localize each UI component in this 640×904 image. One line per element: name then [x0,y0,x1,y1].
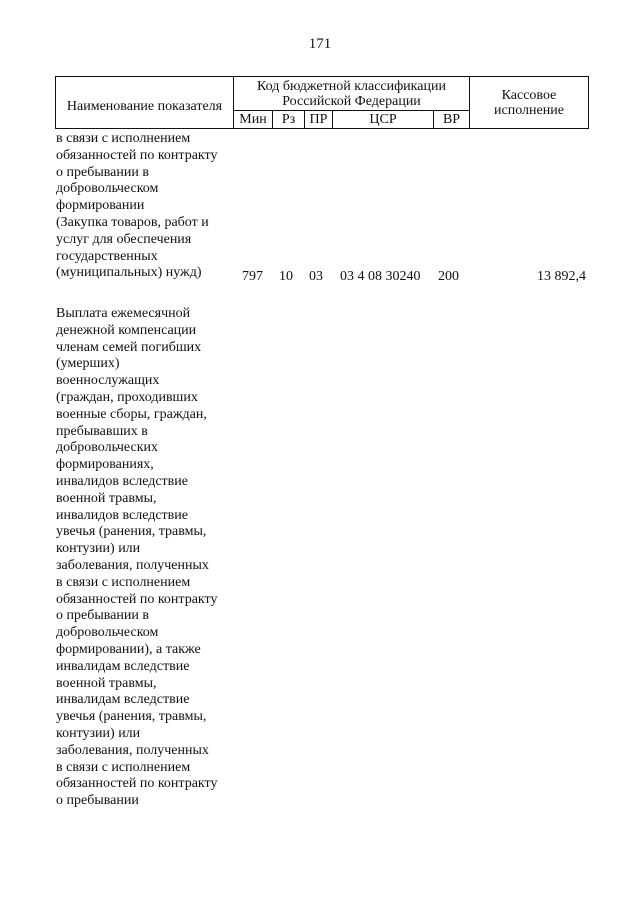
header-pr: ПР [305,111,333,129]
row2-line: военные сборы, граждан, [56,406,207,422]
header-csr: ЦСР [333,111,434,129]
header-rz: Рз [273,111,305,129]
row2-line: формированиях, [56,457,154,473]
row2-line: инвалидам вследствие [56,658,190,674]
row2-line: о пребывании в [56,608,149,624]
row2-line: заболевания, полученных [56,557,209,573]
row1-vr: 200 [438,269,459,284]
row1-line: добровольческом [56,181,159,197]
row2-line: увечья (ранения, травмы, [56,524,207,540]
row1-line: услуг для обеспечения [56,231,192,247]
row2-line: членам семей погибших [56,339,202,355]
row2-line: военной травмы, [56,490,157,506]
row1-line: (Закупка товаров, работ и [56,214,209,230]
header-code-line-2: Российской Федерации [282,93,421,109]
row2-line: добровольческих [56,440,158,456]
row1-line: о пребывании в [56,164,149,180]
row2-line: пребывавших в [56,423,148,439]
row2-line: обязанностей по контракту [56,591,218,607]
row2-line: контузии) или [56,541,141,557]
row2-line: (граждан, проходивших [56,389,198,405]
row2-line: контузии) или [56,725,141,741]
row2-line: заболевания, полученных [56,742,209,758]
header-vr: ВР [434,111,470,129]
row2-line: Выплата ежемесячной [56,306,191,321]
page-number: 171 [308,36,332,52]
header-cash-line-2: исполнение [494,102,564,118]
row1-csr: 03 4 08 30240 [340,269,421,284]
row2-line: инвалидам вследствие [56,692,190,708]
row2-line: в связи с исполнением [56,759,191,775]
header-code-line-1: Код бюджетной классификации [257,78,446,94]
row2-line: обязанностей по контракту [56,776,218,792]
row1-min: 797 [242,269,263,284]
row2-line: военной травмы, [56,675,157,691]
row1-line: в связи с исполнением [56,131,191,146]
row2-line: (умерших) [56,356,120,372]
row2-line: формировании), а также [56,641,201,657]
row2-line: увечья (ранения, травмы, [56,709,207,725]
row1-rz: 10 [279,269,293,284]
header-min: Мин [234,111,273,129]
row2-description [56,306,241,810]
row2-line: военнослужащих [56,373,160,389]
table-header [55,76,589,129]
row1-line: (муниципальных) нужд) [56,265,202,281]
row1-cash: 13 892,4 [537,269,586,284]
row2-line: инвалидов вследствие [56,473,188,489]
row1-pr: 03 [309,269,323,284]
header-name: Наименование показателя [56,77,234,129]
row2-line: о пребывании [56,793,139,809]
row2-line: инвалидов вследствие [56,507,188,523]
row2-line: денежной компенсации [56,322,197,338]
row1-line: формировании [56,198,145,214]
header-cash [470,77,589,129]
row1-line: обязанностей по контракту [56,147,218,163]
header-code-group [234,77,470,111]
row2-line: в связи с исполнением [56,574,191,590]
row2-line: добровольческом [56,625,159,641]
header-cash-line-1: Кассовое [501,87,557,103]
row1-line: государственных [56,248,158,264]
row1-description [56,131,241,282]
